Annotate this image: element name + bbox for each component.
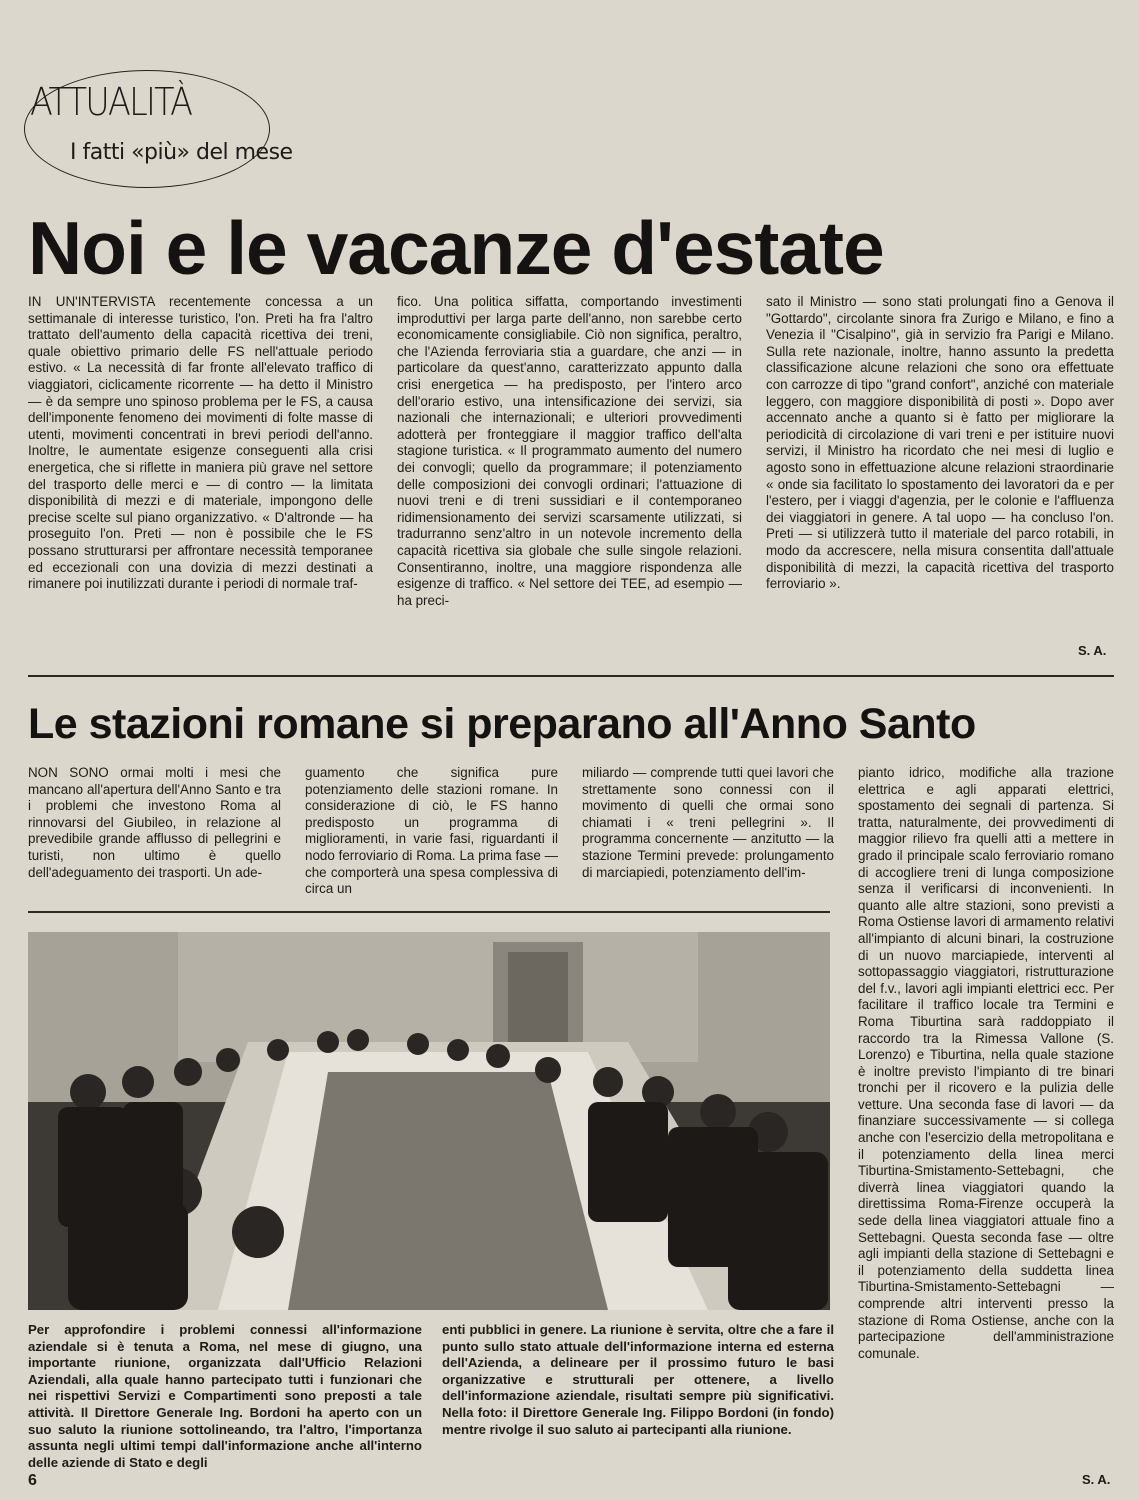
page-number: 6	[28, 1472, 37, 1489]
photo-caption-right: enti pubblici in genere. La riunione è servita, oltre che a fare il punto sullo stato attuale dell'informazione interna ed esterna dell'Azienda, a delineare per il prossimo futuro le basi organizzative e strutturali per ottenere, a livello dell'informazione aziendale, risultati sempre più significativi. Nella foto: il Direttore Generale Ing. Filippo Bordoni (in fondo) mentre rivolge il suo saluto ai partecipanti alla riunione.	[442, 1322, 834, 1437]
article2-col1: NON SONO ormai molti i mesi che mancano all'apertura dell'Anno Santo e tra i problemi che investono Roma al rinnovarsi del Giubileo, in relazione al prevedibile grande afflusso di pellegrini e turisti, non ultimo è quello dell'adeguamento dei trasporti. Un ade-	[28, 765, 281, 880]
article2-col4: pianto idrico, modifiche alla trazione elettrica e agli apparati elettrici, spostamento dei segnali di partenza. Si tratta, naturalmente, dei provvedimenti di maggior rilievo fra quelli atti a mettere in grado il principale scalo ferroviario romano di accogliere treni di lunga composizione senza il verificarsi di inconvenienti. In quanto alle altre stazioni, sono previsti a Roma Ostiense lavori di armamento relativi all'impianto di alcuni binari, la costruzione di un nuovo marciapiede, interventi al sottopassaggio viaggiatori, ristrutturazione del f.v., lavori agli impianti elettrici ecc. Per facilitare il traffico locale tra Termini e Roma Tiburtina sarà raddoppiato il raccordo tra la Rimessa Vallone (S. Lorenzo) e Tiburtina, nella quale stazione è inoltre previsto l'impianto di tre binari tronchi per il ricovero e la pulizia delle vetture. Una seconda fase di lavori — da finanziare successivamente — si collega anche con l'esercizio della metropolitana e il potenziamento della linea merci Tiburtina-Smistamento-Settebagni, che diverrà linea viaggiatori quando la direttissima Roma-Firenze occuperà la sede della linea viaggiatori attuale fino a Settebagni. Questa seconda fase — oltre agli impianti della stazione di Settebagni e il potenziamento della suddetta linea Tiburtina-Smistamento-Settebagni — comprende altri interventi presso la stazione di Roma Ostiense, anche con la partecipazione dell'amministrazione comunale.	[858, 765, 1115, 1361]
photo-caption-left: Per approfondire i problemi connessi all'informazione aziendale si è tenuta a Roma, nel mese di giugno, una importante riunione, organizzata dall'Ufficio Relazioni Aziendali, alla quale hanno partecipato tutti i funzionari che nei rispettivi Servizi e Compartimenti sono preposti a tale attività. Il Direttore Generale Ing. Bordoni ha aperto con un suo saluto la riunione sottolineando, tra l'altro, l'importanza assunta negli ultimi tempi dall'informazione anche all'interno delle aziende di Stato e degli	[28, 1322, 422, 1470]
article2-col2: guamento che significa pure potenziamento delle stazioni romane. In considerazione di ciò, le FS hanno predisposto un programma di miglioramenti, in varie fasi, riguardanti il nodo ferroviario di Roma. La prima fase — che comporterà una spesa complessiva di circa un	[305, 765, 558, 897]
article1-col3: sato il Ministro — sono stati prolungati fino a Genova il "Gottardo", circolante sinora fra Zurigo e Milano, e fino a Venezia il "Cisalpino", già in servizio fra Parigi e Milano. Sulla rete nazionale, inoltre, hanno assunto la predetta classificazione alcune relazioni che sono ora effettuate con carrozze di tipo "grand confort", anziché con materiale leggero, con maggiore disponibilità di posti ». Dopo aver accennato anche a quanto si è fatto per migliorare la periodicità di circolazione di vari treni e per istituire nuovi servizi, il Ministro ha ricordato che nei mesi di luglio e agosto sono in effettuazione alcune relazioni straordinarie « onde sia facilitato lo spostamento dei lavoratori da e per l'estero, per i viaggi d'agenzia, per le colonie e l'affluenza dei viaggiatori in genere. A tal uopo — ha concluso l'on. Preti — si utilizzerà tutto il materiale del parco rotabili, in modo da accrescere, nella misura consentita dall'attuale disponibilità di mezzi, la capacità ricettiva del trasporto ferroviario ».	[766, 294, 1114, 592]
meeting-photo	[28, 932, 830, 1310]
section-divider	[28, 675, 1114, 677]
kicker-subtitle: I fatti «più» del mese	[70, 140, 293, 165]
kicker-title: ATTUALITÀ	[30, 80, 192, 124]
article1-col1: IN UN'INTERVISTA recentemente concessa a un settimanale di interesse turistico, l'on. Preti ha fra l'altro trattato dell'aumento della capacità ricettiva dei treni, quale obiettivo primario delle FS nell'attuale periodo estivo. « La necessità di far fronte all'elevato traffico di viaggiatori, ciclicamente ricorrente — ha detto il Ministro — è da sempre uno spinoso problema per le FS, a causa dell'imponente fenomeno dei movimenti di folte masse di utenti, movimenti concentrati in brevi periodi dell'anno. Inoltre, le aumentate esigenze conseguenti alla crisi energetica, che si riflette in maniera più grave nel settore del trasporto delle merci e — di contro — la limitata disponibilità di mezzi e di materiale, impongono delle precise scelte sul piano organizzativo. « D'altronde — ha proseguito l'on. Preti — non è possibile che le FS possano strutturarsi per affrontare necessità temporanee ed eccezionali con una dovizia di mezzi destinati a rimanere poi inutilizzati durante i periodi di normale traf-	[28, 294, 373, 592]
photo-top-rule	[28, 911, 830, 913]
article1-signature: S. A.	[1078, 643, 1107, 658]
article2-col3: miliardo — comprende tutti quei lavori che strettamente sono connessi con il movimento di quelli che ormai sono chiamati i « treni pellegrini ». Il programma concernente — anzitutto — la stazione Termini prevede: prolungamento di marciapiedi, potenziamento dell'im-	[582, 765, 834, 880]
article2-title: Le stazioni romane si preparano all'Anno Santo	[28, 700, 976, 748]
article1-title: Noi e le vacanze d'estate	[28, 206, 884, 290]
article2-signature: S. A.	[1082, 1472, 1111, 1487]
article1-col2: fico. Una politica siffatta, comportando investimenti improduttivi per larga parte dell'anno, non sarebbe certo economicamente consigliabile. Ciò non significa, peraltro, che l'Azienda ferroviaria stia a guardare, che anzi — in particolare da quest'anno, caratterizzato appunto dalla crisi energetica — ha predisposto, per l'intero arco dell'orario estivo, una intensificazione dei servizi, sia nazionali che internazionali; e ulteriori provvedimenti adotterà per fronteggiare il maggior traffico dell'alta stagione turistica. « Il programmato aumento del numero dei convogli; quello da programmare; il potenziamento delle composizioni dei convogli ordinari; l'attuazione di nuovi treni e di treni sussidiari e il contemporaneo ridimensionamento dei servizi scarsamente utilizzati, si tradurranno senz'altro in un notevole incremento della capacità ricettiva sia globale che sulle singole relazioni. Consentiranno, inoltre, una maggiore rispondenza alle esigenze di traffico. « Nel settore dei TEE, ad esempio — ha preci-	[397, 294, 742, 608]
